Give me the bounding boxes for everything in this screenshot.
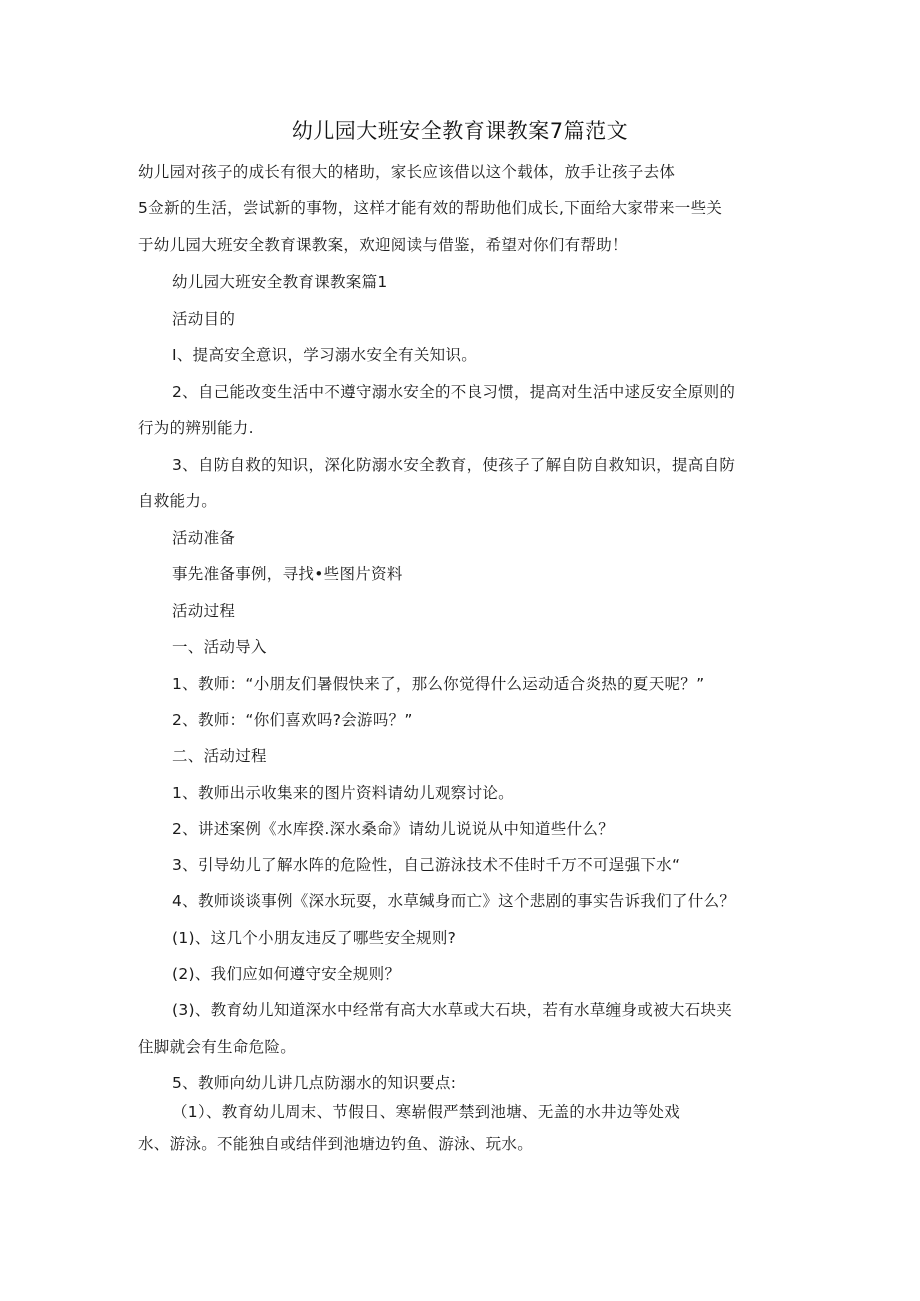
sub-heading-intro: 一、活动导入 [172,638,267,656]
prep-text: 事先准备事例，寻找•些图片资料 [172,565,403,583]
intro-step-2: 2、教师：“你们喜欢吗?会游吗？” [172,711,413,729]
goal-3-line-2: 自救能力。 [138,492,218,510]
process-step-4: 4、教师谈谈事例《深水玩耍，水草缄身而亡》这个悲剧的事实告诉我们了什么？ [172,892,736,910]
tip-1-line-2: 水、游泳。不能独自或结伴到池塘边钓鱼、游泳、玩水。 [138,1135,534,1153]
sub-heading-process: 二、活动过程 [172,747,267,765]
process-step-5: 5、教师向幼儿讲几点防溺水的知识要点: [172,1074,457,1092]
process-step-1: 1、教师出示收集来的图片资料请幼儿观察讨论。 [172,784,514,802]
intro-line-2: 5佥新的生活，尝试新的事物，这样才能有效的帮助他们成长,下面给大家带来一些关 [138,199,723,217]
goal-2-line-1: 2、自己能改变生活中不遵守溺水安全的不良习惯，提高对生活中逑反安全原则的 [172,383,736,401]
question-2: (2)、我们应如何遵守安全规则？ [172,965,401,983]
goal-2-line-2: 行为的辨别能力. [138,419,254,437]
document-title: 幼儿园大班安全教育课教案7篇范文 [291,119,629,143]
question-3-line-2: 住脚就会有生命危险。 [138,1038,297,1056]
intro-step-1: 1、教师：“小朋友们暑假快来了，那么你觉得什么运动适合炎热的夏天呢？” [172,675,705,693]
goal-3-line-1: 3、自防自救的知识，深化防溺水安全教育，使孩子了解自防自救知识，提高自防 [172,456,736,474]
tip-1-line-1: （1）、教育幼儿周末、节假日、寒崭假严禁到池塘、无盖的水井边等处戏 [172,1103,681,1121]
question-1: (1)、这几个小朋友违反了哪些安全规则? [172,929,457,947]
process-step-3: 3、引导幼儿了解水阵的危险性，自己游泳技术不佳时千万不可逞强下水“ [172,856,681,874]
goal-1: I、提高安全意识，学习溺水安全有关知识。 [172,346,478,364]
question-3-line-1: (3)、教育幼儿知道深水中经常有高大水草或大石块，若有水草缠身或被大石块夹 [172,1001,733,1019]
process-step-2: 2、讲述案例《水库揆.深水桑命》请幼儿说说从中知道些什么？ [172,820,614,838]
intro-line-1: 幼儿园对孩子的成长有很大的楮助，家长应该借以这个载体，放手让孩子去体 [138,163,676,181]
section-title: 幼儿园大班安全教育课教案篇1 [172,273,388,291]
heading-prep: 活动准备 [172,529,236,547]
heading-goal: 活动目的 [172,310,236,328]
intro-line-3: 于幼儿园大班安全教育课教案，欢迎阅读与借鉴，希望对你们有帮助！ [138,236,628,254]
heading-process: 活动过程 [172,602,236,620]
